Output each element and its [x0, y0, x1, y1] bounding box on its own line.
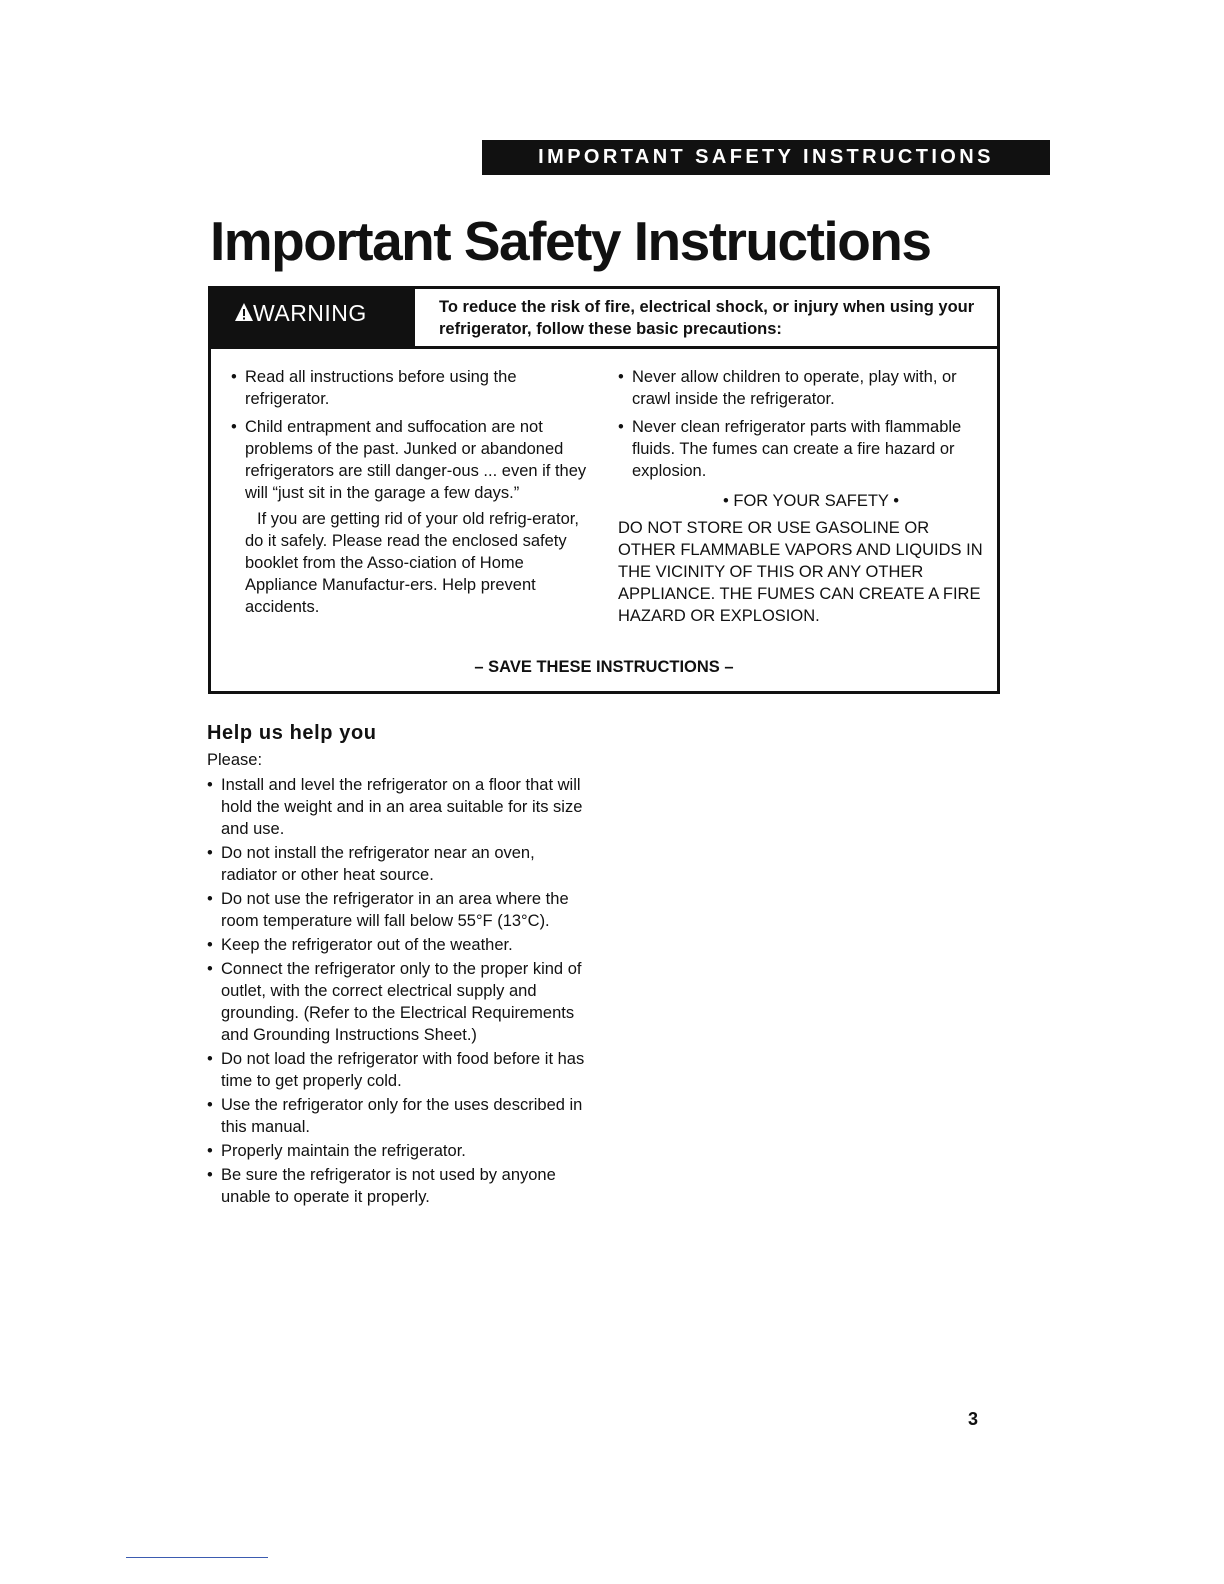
gasoline-warning-text: DO NOT STORE OR USE GASOLINE OR OTHER FLAMMABLE VAPORS AND LIQUIDS IN THE VICINITY OF THIS OR ANY OTHER APPLIANCE. THE FUMES CAN CREATE A FIRE HAZARD OR EXPLOSION. [618, 519, 983, 625]
bullet-dot: • [207, 1142, 213, 1160]
help-list [207, 774, 592, 1210]
warning-lead-text: To reduce the risk of fire, electrical shock, or injury when using your refrigerator, follow these basic precautions: [439, 298, 975, 338]
help-list-item [207, 1164, 592, 1208]
help-item-text: Do not use the refrigerator in an area where the room temperature will fall below 55°F (13°C). [221, 890, 569, 930]
bullet-dot: • [231, 418, 237, 436]
warning-header-divider [211, 346, 997, 349]
warning-list-item [618, 416, 990, 482]
help-item-text: Properly maintain the refrigerator. [221, 1142, 466, 1160]
warning-label [211, 289, 415, 346]
bullet-dot: • [207, 1096, 213, 1114]
help-item-text: Do not load the refrigerator with food before it has time to get properly cold. [221, 1050, 585, 1090]
warning-item-text: Never allow children to operate, play with, or crawl inside the refrigerator. [632, 368, 957, 408]
help-item-text: Connect the refrigerator only to the proper kind of outlet, with the correct electrical supply and grounding. (Refer to the Electrical Requirements and Grounding Instructions Sheet.) [221, 960, 582, 1044]
bullet-dot: • [207, 960, 213, 978]
bullet-dot: • [618, 418, 624, 436]
help-list-item [207, 774, 592, 840]
warning-disposal-paragraph: If you are getting rid of your old refrig-erator, do it safely. Please read the enclosed safety booklet from the Asso-ciation of Home Appliance Manufactur-ers. Help prevent accidents. [245, 510, 579, 616]
help-list-item [207, 934, 592, 956]
help-list-item [207, 1094, 592, 1138]
help-list-item [207, 888, 592, 932]
warning-right-column [618, 366, 990, 627]
footer-rule [126, 1557, 268, 1558]
warning-item-text: Child entrapment and suffocation are not problems of the past. Junked or abandoned refrigerators are still danger-ous ... even if they will “just sit in the garage a few days.” [245, 418, 587, 502]
help-item-text: Install and level the refrigerator on a floor that will hold the weight and in an area suitable for its size and use. [221, 776, 583, 838]
warning-label-text: WARNING [253, 300, 367, 326]
warning-item-text: Read all instructions before using the refrigerator. [245, 368, 517, 408]
warning-triangle-icon [234, 302, 254, 322]
bullet-dot: • [207, 776, 213, 794]
help-item-text: Use the refrigerator only for the uses described in this manual. [221, 1096, 583, 1136]
help-list-item [207, 1140, 592, 1162]
page-title: Important Safety Instructions [210, 210, 931, 272]
bullet-dot: • [207, 1166, 213, 1184]
help-list-item [207, 1048, 592, 1092]
warning-list-item [618, 366, 990, 410]
page-number: 3 [968, 1409, 979, 1429]
bullet-dot: • [207, 890, 213, 908]
for-your-safety-heading: • FOR YOUR SAFETY • [723, 492, 899, 510]
help-item-text: Do not install the refrigerator near an oven, radiator or other heat source. [221, 844, 535, 884]
warning-list-item [231, 416, 591, 504]
section-header-band: IMPORTANT SAFETY INSTRUCTIONS [482, 140, 1050, 175]
save-instructions-line: – SAVE THESE INSTRUCTIONS – [474, 658, 734, 676]
bullet-dot: • [207, 1050, 213, 1068]
warning-box [208, 286, 1000, 694]
bullet-dot: • [207, 936, 213, 954]
warning-list-item [231, 366, 591, 410]
bullet-dot: • [618, 368, 624, 386]
help-list-item [207, 958, 592, 1046]
help-section-title: Help us help you [207, 722, 377, 744]
help-list-item [207, 842, 592, 886]
warning-item-text: Never clean refrigerator parts with flammable fluids. The fumes can create a fire hazard or explosion. [632, 418, 962, 480]
warning-left-column [231, 366, 591, 618]
bullet-dot: • [207, 844, 213, 862]
help-item-text: Keep the refrigerator out of the weather. [221, 936, 513, 954]
help-intro: Please: [207, 751, 263, 769]
bullet-dot: • [231, 368, 237, 386]
help-item-text: Be sure the refrigerator is not used by anyone unable to operate it properly. [221, 1166, 556, 1206]
